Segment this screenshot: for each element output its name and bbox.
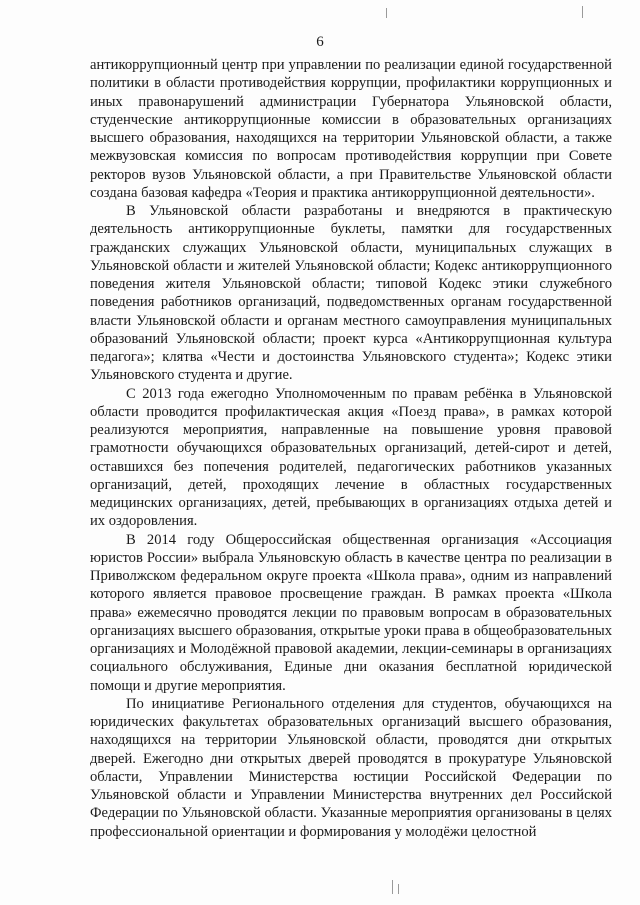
paragraph-1: антикоррупционный центр при управлении по реализации единой государственной политики в области противодействия коррупции, профилактики коррупционных и иных правонарушений администрации Губернатора Ульяновской области, студенческие антикоррупционные комиссии в образовательных организациях высшего образования, находящихся на территории Ульяновской области, а также межвузовская комиссия по вопросам противодействия коррупции при Совете ректоров вузов Ульяновской области, а при Правительстве Ульяновской области создана базовая кафедра «Теория и практика антикоррупционной деятельности». [90,57,612,201]
paragraph-5: По инициативе Регионального отделения для студентов, обучающихся на юридических факультетах образовательных организаций высшего образования, находящихся на территории Ульяновской области, проводятся дни открытых дверей. Ежегодно дни открытых дверей проводятся в прокуратуре Ульяновской области, Управлении Министерства юстиции Российской Федерации по Ульяновской области и Управлении Министерства внутренних дел Российской Федерации по Ульяновской области. Указанные мероприятия организованы в целях профессиональной ориентации и формирования у молодёжи целостной [90,695,612,840]
paragraph-2: В Ульяновской области разработаны и внедряются в практическую деятельность антикоррупционные буклеты, памятки для государственных гражданских служащих Ульяновской области, муниципальных служащих в Ульяновской области и жителей Ульяновской области; Кодекс антикоррупционного поведения жителя Ульяновской области; типовой Кодекс этики служебного поведения работников организаций, подведомственных органам государственной власти Ульяновской области и органам местного самоуправления муниципальных образований Ульяновской области; проект курса «Антикоррупционная культура педагога»; клятва «Чести и достоинства Ульяновского студента»; Кодекс этики Ульяновского студента и другие. [90,203,612,384]
scan-artifact-bottom [392,880,393,894]
paragraph-3: С 2013 года ежегодно Уполномоченным по правам ребёнка в Ульяновской области проводится профилактическая акция «Поезд права», в рамках которой реализуются мероприятия, направленные на повышение уровня правовой грамотности обучающихся образовательных организаций, детей-сирот и детей, оставшихся без попечения родителей, педагогических работников указанных организаций, детей, проходящих лечение в областных государственных медицинских организациях, детей, пребывающих в организациях отдыха детей и их оздоровления. [90,385,612,530]
page-number: 6 [316,34,324,50]
scan-artifact-top [386,8,387,18]
scan-artifact-bottom-2 [398,884,399,894]
body-text [90,56,612,841]
paragraph-4: В 2014 году Общероссийская общественная организация «Ассоциация юристов России» выбрала Ульяновскую область в качестве центра по реализации в Приволжском федеральном округе проекта «Школа права», одним из направлений которого является правовое просвещение граждан. В рамках проекта «Школа права» ежемесячно проводятся лекции по правовым вопросам в образовательных организациях высшего образования, открытые уроки права в общеобразовательных организациях и Молодёжной правовой академии, лекции-семинары в организациях социального обслуживания, Единые дни оказания бесплатной юридической помощи и другие мероприятия. [90,531,612,694]
scan-artifact-top-right [582,6,583,18]
